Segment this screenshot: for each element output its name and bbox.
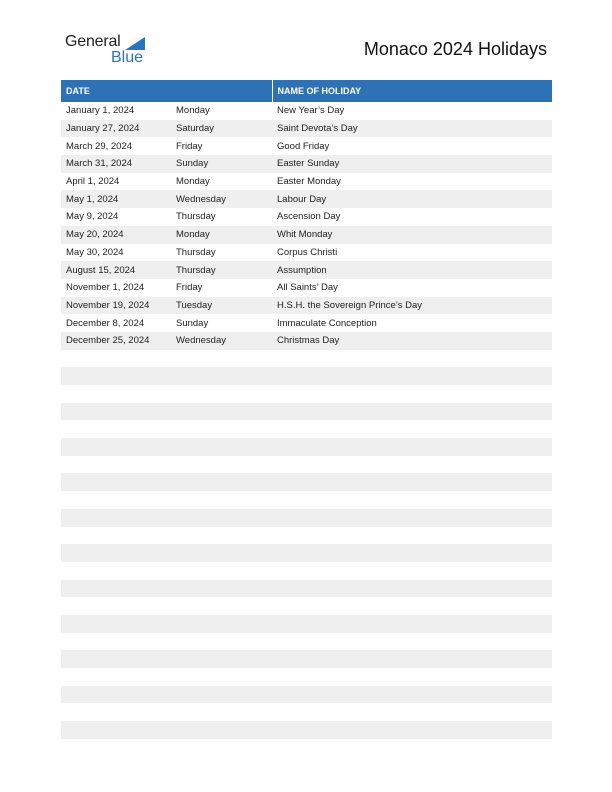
table-body	[61, 102, 552, 739]
table-row	[61, 456, 552, 474]
cell-day: Monday	[176, 176, 210, 188]
cell-holiday	[272, 420, 552, 438]
cell-holiday	[272, 580, 552, 598]
table-row	[61, 244, 552, 262]
cell-date: January 1, 2024	[66, 105, 135, 117]
cell-day	[171, 367, 272, 385]
cell-holiday	[272, 456, 552, 474]
table-row	[61, 332, 552, 350]
cell-day	[171, 491, 272, 509]
cell-date: January 27, 2024	[61, 120, 171, 138]
cell-holiday	[272, 721, 552, 739]
table-row	[61, 544, 552, 562]
table-row	[61, 173, 552, 191]
holidays-table	[61, 80, 552, 739]
cell-date	[61, 703, 171, 721]
cell-date	[61, 615, 171, 633]
cell-day	[171, 562, 272, 580]
header-holiday: NAME OF HOLIDAY	[272, 80, 552, 102]
cell-date	[61, 367, 171, 385]
cell-holiday	[272, 562, 552, 580]
cell-day: Wednesday	[171, 332, 272, 350]
cell-date	[61, 668, 171, 686]
table-row	[61, 403, 552, 421]
cell-date	[61, 456, 171, 474]
cell-date	[61, 509, 171, 527]
table-row	[61, 367, 552, 385]
cell-day	[171, 668, 272, 686]
cell-day	[171, 473, 272, 491]
cell-day	[171, 721, 272, 739]
cell-day: Sunday	[176, 317, 209, 329]
cell-holiday: Good Friday	[277, 140, 330, 152]
cell-holiday	[272, 703, 552, 721]
cell-date: March 29, 2024	[66, 140, 133, 152]
cell-day	[171, 438, 272, 456]
cell-holiday: All Saints’ Day	[277, 282, 338, 294]
table-row	[61, 721, 552, 739]
cell-day	[171, 615, 272, 633]
table-row	[61, 580, 552, 598]
table-row	[61, 137, 552, 155]
table-row	[61, 120, 552, 138]
cell-date	[61, 633, 171, 651]
table-row	[61, 190, 552, 208]
cell-holiday	[272, 509, 552, 527]
cell-holiday	[272, 367, 552, 385]
table-row	[61, 155, 552, 173]
cell-day: Saturday	[171, 120, 272, 138]
cell-day: Thursday	[176, 246, 216, 258]
cell-holiday: Easter Sunday	[272, 155, 552, 173]
cell-day	[171, 703, 272, 721]
cell-date: August 15, 2024	[61, 261, 171, 279]
table-row	[61, 527, 552, 545]
table-row	[61, 350, 552, 368]
cell-holiday	[272, 615, 552, 633]
cell-date	[61, 350, 171, 368]
table-row	[61, 597, 552, 615]
cell-date	[61, 544, 171, 562]
table-row	[61, 420, 552, 438]
table-row	[61, 562, 552, 580]
cell-day: Monday	[176, 105, 210, 117]
cell-day	[171, 456, 272, 474]
cell-holiday: H.S.H. the Sovereign Prince’s Day	[272, 297, 552, 315]
table-row	[61, 385, 552, 403]
cell-day: Wednesday	[171, 190, 272, 208]
cell-date: May 30, 2024	[66, 246, 124, 258]
cell-holiday	[272, 350, 552, 368]
cell-date	[61, 650, 171, 668]
cell-day: Sunday	[171, 155, 272, 173]
header-date: DATE	[61, 80, 272, 102]
cell-holiday: Labour Day	[272, 190, 552, 208]
cell-day	[171, 527, 272, 545]
cell-day	[171, 650, 272, 668]
cell-holiday	[272, 473, 552, 491]
cell-day: Thursday	[176, 211, 216, 223]
cell-day	[171, 385, 272, 403]
cell-holiday: Saint Devota’s Day	[272, 120, 552, 138]
table-row	[61, 438, 552, 456]
cell-day: Monday	[171, 226, 272, 244]
cell-date: March 31, 2024	[61, 155, 171, 173]
logo	[65, 33, 155, 69]
cell-date: April 1, 2024	[66, 176, 120, 188]
cell-date: May 20, 2024	[61, 226, 171, 244]
table-row	[61, 703, 552, 721]
cell-holiday: Assumption	[272, 261, 552, 279]
cell-holiday	[272, 668, 552, 686]
cell-date	[61, 403, 171, 421]
cell-day	[171, 633, 272, 651]
table-row	[61, 491, 552, 509]
cell-holiday: Immaculate Conception	[277, 317, 377, 329]
table-row	[61, 615, 552, 633]
table-row	[61, 297, 552, 315]
cell-date: May 9, 2024	[66, 211, 119, 223]
table-row	[61, 314, 552, 332]
cell-holiday	[272, 650, 552, 668]
cell-day: Friday	[176, 282, 203, 294]
page-title: Monaco 2024 Holidays	[363, 39, 547, 59]
cell-day: Thursday	[171, 261, 272, 279]
cell-holiday	[272, 491, 552, 509]
table-row	[61, 509, 552, 527]
cell-holiday	[272, 633, 552, 651]
table-row	[61, 261, 552, 279]
cell-date	[61, 562, 171, 580]
logo-text-blue: Blue	[111, 49, 144, 66]
table-row	[61, 226, 552, 244]
cell-day: Tuesday	[171, 297, 272, 315]
cell-date	[61, 527, 171, 545]
cell-date: November 1, 2024	[66, 282, 145, 294]
cell-holiday	[272, 686, 552, 704]
table-row	[61, 686, 552, 704]
cell-holiday	[272, 527, 552, 545]
table-row	[61, 668, 552, 686]
table-row	[61, 102, 552, 120]
cell-holiday: Corpus Christi	[277, 246, 338, 258]
cell-date	[61, 686, 171, 704]
cell-date: November 19, 2024	[61, 297, 171, 315]
cell-day	[171, 686, 272, 704]
cell-date: May 1, 2024	[61, 190, 171, 208]
cell-day	[171, 597, 272, 615]
cell-day	[171, 403, 272, 421]
cell-date	[61, 721, 171, 739]
cell-day	[171, 544, 272, 562]
cell-date: December 8, 2024	[66, 317, 145, 329]
cell-holiday	[272, 385, 552, 403]
table-row	[61, 650, 552, 668]
cell-holiday	[272, 438, 552, 456]
table-row	[61, 633, 552, 651]
cell-date	[61, 597, 171, 615]
cell-holiday	[272, 403, 552, 421]
cell-date: December 25, 2024	[61, 332, 171, 350]
cell-date	[61, 473, 171, 491]
cell-date	[61, 438, 171, 456]
cell-date	[61, 491, 171, 509]
cell-day	[171, 420, 272, 438]
cell-day	[171, 580, 272, 598]
cell-holiday: Christmas Day	[272, 332, 552, 350]
cell-holiday: Ascension Day	[277, 211, 341, 223]
cell-day: Friday	[176, 140, 203, 152]
logo-text-general: General	[65, 33, 121, 50]
cell-date	[61, 420, 171, 438]
cell-holiday: Easter Monday	[277, 176, 341, 188]
cell-date	[61, 385, 171, 403]
cell-day	[171, 350, 272, 368]
cell-holiday: New Year’s Day	[277, 105, 345, 117]
table-row	[61, 473, 552, 491]
cell-holiday	[272, 597, 552, 615]
table-row	[61, 208, 552, 226]
cell-holiday: Whit Monday	[272, 226, 552, 244]
table-header-row	[61, 80, 552, 102]
cell-day	[171, 509, 272, 527]
table-row	[61, 279, 552, 297]
cell-date	[61, 580, 171, 598]
cell-holiday	[272, 544, 552, 562]
